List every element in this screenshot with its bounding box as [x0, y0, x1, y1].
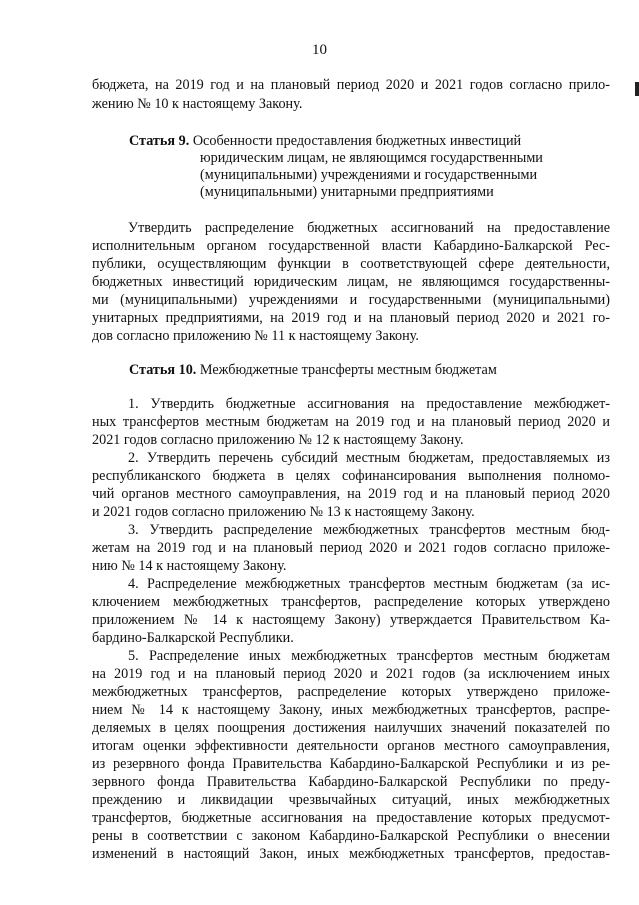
paragraph-4-line: приложением № 14 к настоящему Закону) утверждается Правительством Ка-	[92, 612, 610, 628]
paragraph-3-line: жетам на 2019 год и на плановый период 2020 и 2021 годов согласно приложе-	[92, 540, 610, 556]
article-9-heading	[129, 133, 521, 150]
article-9-body-line: Утвердить распределение бюджетных ассигнований на предоставление	[128, 220, 610, 236]
paragraph-2-line: 2. Утвердить перечень субсидий местным бюджетам, предоставляемых из	[128, 450, 610, 466]
article-9-body-line: унитарных предприятиями, на 2019 год и на плановый период 2020 и 2021 го-	[92, 310, 610, 326]
paragraph-5-line: межбюджетных трансфертов, распределение которых утверждено приложе-	[92, 684, 610, 700]
article-9-body-line: дов согласно приложению № 11 к настоящему Закону.	[92, 328, 419, 344]
paragraph-5-line: итогам оценки эффективности деятельности органов местного самоуправления,	[92, 738, 610, 754]
paragraph-5-line: трансфертов, бюджетные ассигнования на предоставление которых предусмот-	[92, 810, 610, 826]
paragraph-2-line: и 2021 годов согласно приложению № 13 к настоящему Закону.	[92, 504, 475, 520]
article-10-title: Межбюджетные трансферты местным бюджетам	[199, 362, 497, 378]
paragraph-5-line: преждению и ликвидации чрезвычайных ситуаций, иных межбюджетных	[92, 792, 610, 808]
article-10-heading	[129, 362, 497, 379]
article-9-title-line: юридическим лицам, не являющимся государственными	[200, 150, 543, 166]
intro-line: бюджета, на 2019 год и на плановый период 2020 и 2021 годов согласно прило-	[92, 77, 610, 93]
page-number: 10	[312, 42, 327, 58]
article-9-title-line: Особенности предоставления бюджетных инвестиций	[192, 133, 522, 149]
paragraph-3-line: 3. Утвердить распределение межбюджетных трансфертов местным бюд-	[128, 522, 610, 538]
paragraph-2-line: чий органов местного самоуправления, на 2019 год и на плановый период 2020	[92, 486, 610, 502]
paragraph-2-line: республиканского бюджета в целях софинансирования выполнения полномо-	[92, 468, 610, 484]
paragraph-5-line: 5. Распределение иных межбюджетных трансфертов местным бюджетам	[128, 648, 610, 664]
intro-line: жению № 10 к настоящему Закону.	[92, 96, 303, 112]
article-9-body-line: публики, осуществляющим функции в соответствующей сфере деятельности,	[92, 256, 610, 272]
paragraph-5-line: деляемых в целях поощрения достижения наилучших значений показателей по	[92, 720, 610, 736]
scan-edge-mark	[635, 82, 639, 96]
paragraph-1-line: 2021 годов согласно приложению № 12 к настоящему Закону.	[92, 432, 464, 448]
paragraph-3-line: нию № 14 к настоящему Закону.	[92, 558, 287, 574]
article-9-body-line: бюджетных инвестиций юридическим лицам, не являющимся государственны-	[92, 274, 610, 290]
paragraph-5-line: зервного фонда Правительства Кабардино-Балкарской Республики по преду-	[92, 774, 610, 790]
paragraph-5-line: нием № 14 к настоящему Закону, иных межбюджетных трансфертов, распре-	[92, 702, 610, 718]
paragraph-5-line: на 2019 год и на плановый период 2020 и 2021 годов (за исключением иных	[92, 666, 610, 682]
article-9-body-line: ми (муниципальными) учреждениями и государственными (муниципальными)	[92, 292, 610, 308]
paragraph-4-line: ключением межбюджетных трансфертов, распределение которых утверждено	[92, 594, 610, 610]
article-9-label: Статья 9.	[129, 133, 190, 149]
article-9-title-line: (муниципальными) унитарными предприятиями	[200, 184, 494, 200]
paragraph-5-line: из резервного фонда Правительства Кабардино-Балкарской Республики и из ре-	[92, 756, 610, 772]
paragraph-1-line: ных трансфертов местным бюджетам на 2019 год и на плановый период 2020 и	[92, 414, 610, 430]
paragraph-1-line: 1. Утвердить бюджетные ассигнования на предоставление межбюджет-	[128, 396, 610, 412]
article-9-body-line: исполнительным органом государственной власти Кабардино-Балкарской Рес-	[92, 238, 610, 254]
article-10-label: Статья 10.	[129, 362, 197, 378]
article-9-title-line: (муниципальными) учреждениями и государственными	[200, 167, 538, 183]
paragraph-4-line: 4. Распределение межбюджетных трансфертов местным бюджетам (за ис-	[128, 576, 610, 592]
paragraph-4-line: бардино-Балкарской Республики.	[92, 630, 294, 646]
paragraph-5-line: изменений в настоящий Закон, иных межбюджетных трансфертов, предостав-	[92, 846, 610, 862]
paragraph-5-line: рены в соответствии с законом Кабардино-Балкарской Республики о внесении	[92, 828, 610, 844]
